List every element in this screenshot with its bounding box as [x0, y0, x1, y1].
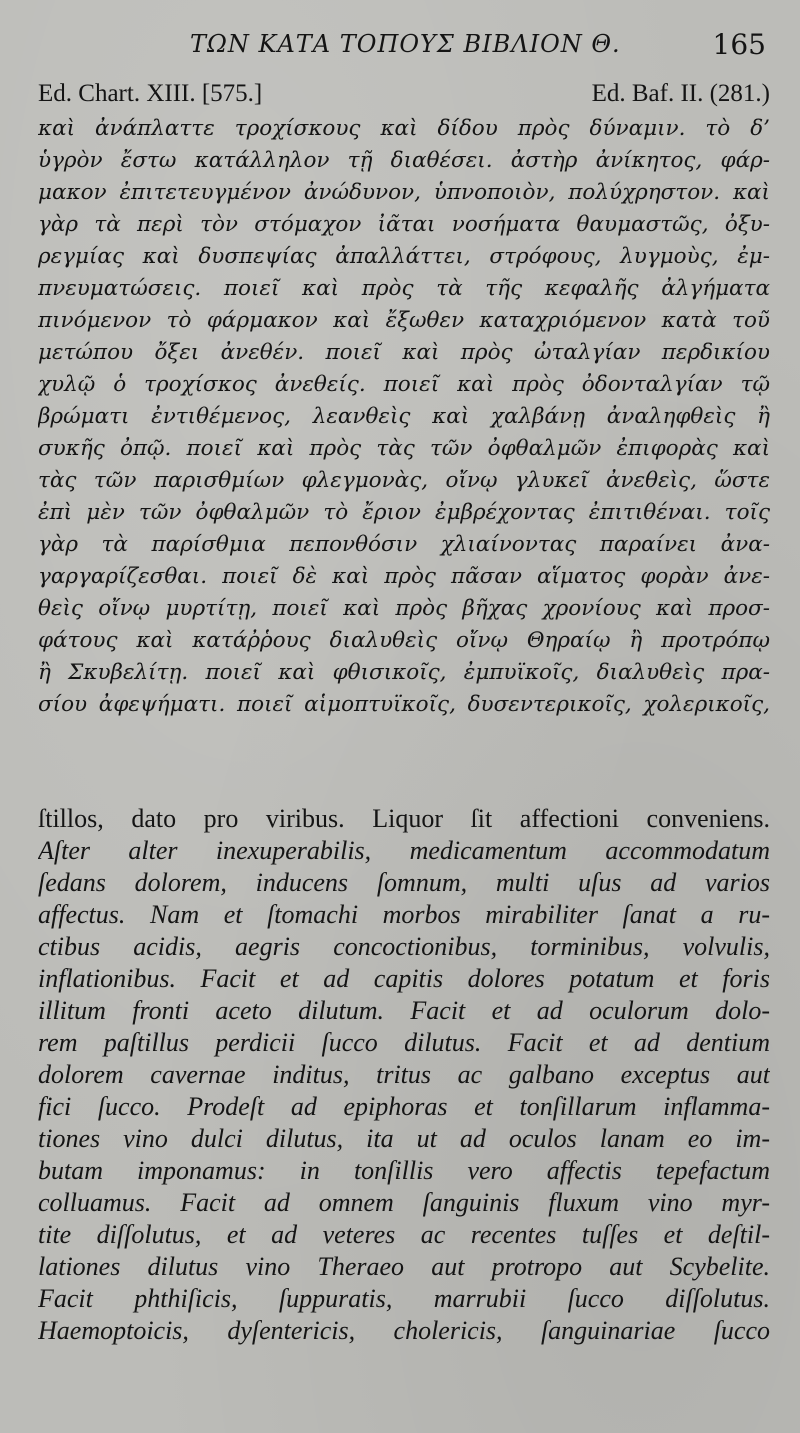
latin-text-line: Aſter alter inexuperabilis, medicamentum accommodatum [38, 836, 770, 865]
latin-text-line: tiones vino dulci dilutus, ita ut ad oculos lanam eo im- [38, 1124, 770, 1153]
greek-text-line: γὰρ τὰ περὶ τὸν στόμαχον ἰᾶται νοσήματα θαυμαστῶς, ὀξυ- [38, 212, 770, 237]
latin-text-line: ctibus acidis, aegris concoctionibus, torminibus, volvulis, [38, 932, 770, 961]
latin-text-line: lationes dilutus vino Theraeo aut protropo aut Scybelite. [38, 1252, 770, 1281]
greek-text-line: θεὶς οἴνῳ μυρτίτῃ, ποιεῖ καὶ πρὸς βῆχας χρονίους καὶ προσ- [38, 596, 770, 621]
greek-text-line: γὰρ τὰ παρίσθμια πεπονθόσιν χλιαίνοντας παραίνει ἀνα- [38, 532, 770, 557]
greek-text-line: ἢ Σκυβελίτῃ. ποιεῖ καὶ φθισικοῖς, ἐμπυϊκοῖς, διαλυθεὶς πρα- [38, 660, 770, 685]
greek-text-line: τὰς τῶν παρισθμίων φλεγμονὰς, οἴνῳ γλυκεῖ ἀνεθεὶς, ὥστε [38, 468, 770, 493]
latin-text-line: ſedans dolorem, inducens ſomnum, multi uſus ad varios [38, 868, 770, 897]
running-head [0, 28, 800, 64]
latin-text-line: butam imponamus: in tonſillis vero affectis tepefactum [38, 1156, 770, 1185]
greek-text-line: πινόμενον τὸ φάρμακον καὶ ἔξωθεν καταχριόμενον κατὰ τοῦ [38, 308, 770, 333]
greek-text-line: πνευματώσεις. ποιεῖ καὶ πρὸς τὰ τῆς κεφαλῆς ἀλγήματα [38, 276, 770, 301]
greek-text-line: χυλῷ ὁ τροχίσκος ἀνεθείς. ποιεῖ καὶ πρὸς ὀδονταλγίαν τῷ [38, 372, 770, 397]
greek-text-line: σίου ἀφεψήματι. ποιεῖ αἱμοπτυϊκοῖς, δυσεντερικοῖς, χολερικοῖς, [38, 692, 770, 717]
greek-text-line: ἐπὶ μὲν τῶν ὀφθαλμῶν τὸ ἔριον ἐμβρέχοντας ἐπιτιθέναι. τοῖς [38, 500, 770, 525]
latin-text-line: rem paſtillus perdicii ſucco dilutus. Facit et ad dentium [38, 1028, 770, 1057]
running-title: ΤΩΝ ΚΑΤΑ ΤΟΠΟΥΣ ΒΙΒΛΙΟΝ Θ. [190, 30, 621, 58]
latin-text-block [38, 803, 770, 1347]
latin-text-line: tite diſſolutus, et ad veteres ac recentes tuſſes et deſtil- [38, 1220, 770, 1249]
greek-text-line: ρεγμίας καὶ δυσπεψίας ἀπαλλάττει, στρόφους, λυγμοὺς, ἐμ- [38, 244, 770, 269]
greek-text-line: φάτους καὶ κατάῤῥους διαλυθεὶς οἴνῳ Θηραίῳ ἢ προτρόπῳ [38, 628, 770, 653]
edition-reference-chart: Ed. Chart. XIII. [575.] [38, 80, 263, 107]
greek-text-line: συκῆς ὀπῷ. ποιεῖ καὶ πρὸς τὰς τῶν ὀφθαλμῶν ἐπιφορὰς καὶ [38, 436, 770, 461]
greek-text-line: καὶ ἀνάπλαττε τροχίσκους καὶ δίδου πρὸς δύναμιν. τὸ δ’ [38, 116, 770, 141]
greek-text-line: μακον ἐπιτετευγμένον ἀνώδυνον, ὑπνοποιὸν, πολύχρηστον. καὶ [38, 180, 770, 205]
latin-text-line: colluamus. Facit ad omnem ſanguinis fluxum vino myr- [38, 1188, 770, 1217]
greek-text-line: γαργαρίζεσθαι. ποιεῖ δὲ καὶ πρὸς πᾶσαν αἵματος φορὰν ἀνε- [38, 564, 770, 589]
latin-text-line: Facit phthiſicis, ſuppuratis, marrubii ſucco diſſolutus. [38, 1284, 770, 1313]
latin-text-line: inflationibus. Facit et ad capitis dolores potatum et foris [38, 964, 770, 993]
greek-text-line: ὑγρὸν ἔστω κατάλληλον τῇ διαθέσει. ἀστὴρ ἀνίκητος, φάρ- [38, 148, 770, 173]
edition-reference-line [38, 80, 770, 114]
greek-text-line: μετώπου ὄξει ἀνεθέν. ποιεῖ καὶ πρὸς ὠταλγίαν περδικίου [38, 340, 770, 365]
greek-text-line: βρώματι ἐντιθέμενος, λεανθεὶς καὶ χαλβάνῃ ἀναληφθεὶς ἢ [38, 404, 770, 429]
edition-reference-basel: Ed. Baf. II. (281.) [591, 80, 770, 107]
latin-text-line: fici ſucco. Prodeſt ad epiphoras et tonſillarum inflamma- [38, 1092, 770, 1121]
page-number: 165 [712, 28, 766, 61]
latin-text-line: illitum fronti aceto dilutum. Facit et ad oculorum dolo- [38, 996, 770, 1025]
latin-text-line: affectus. Nam et ſtomachi morbos mirabiliter ſanat a ru- [38, 900, 770, 929]
greek-text-block [38, 113, 770, 721]
latin-text-line: ſtillos, dato pro viribus. Liquor ſit affectioni conveniens. [38, 804, 770, 833]
latin-text-line: Haemoptoicis, dyſentericis, cholericis, ſanguinariae ſucco [38, 1316, 770, 1345]
latin-text-line: dolorem cavernae inditus, tritus ac galbano exceptus aut [38, 1060, 770, 1089]
